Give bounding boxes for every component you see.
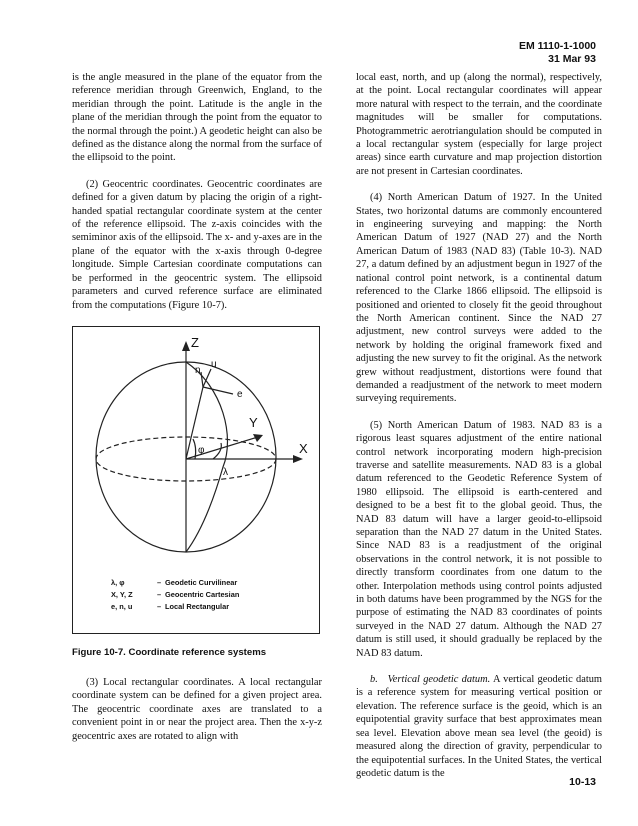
subsection-text: A vertical geodetic datum is a reference system for measuring vertical position or elevation. The reference surface is the geoid, which is an equipotential gravity surface that best approximates mean sea level. Elevation above mean sea level (the geoid) is measured along the direction of gravity, perpendicular to the equipotential surfaces. In the United States, the vertical geodetic datum is the xyxy=(356,674,602,779)
page-number: 10-13 xyxy=(569,776,596,788)
legend-description-2: Geocentric Cartesian xyxy=(165,590,240,599)
phi-label: φ xyxy=(198,445,205,456)
lambda-arc xyxy=(213,443,221,459)
legend-dash-1: – xyxy=(157,578,162,587)
legend-description-3: Local Rectangular xyxy=(165,602,230,611)
left-column-bottom xyxy=(72,676,322,743)
figure-caption: Figure 10-7. Coordinate reference systems xyxy=(72,647,267,658)
legend-symbols-2: X, Y, Z xyxy=(111,590,133,599)
right-paragraph-4 xyxy=(356,673,602,780)
legend-symbols-1: λ, φ xyxy=(111,578,125,587)
legend-dash-3: – xyxy=(157,602,162,611)
z-arrowhead xyxy=(182,341,190,351)
lambda-label: λ xyxy=(223,467,228,478)
left-column xyxy=(72,71,322,312)
y-axis-label: Y xyxy=(249,415,258,430)
subsection-label: b. xyxy=(370,674,378,686)
left-paragraph-3: (3) Local rectangular coordinates. A local rectangular coordinate system can be defined for a given project area. The geocentric coordinate axes are translated to a convenient point in or near the project area. Then the x-y-z geocentric axes are rotated to align with xyxy=(72,677,322,742)
u-label: u xyxy=(211,359,217,370)
x-arrowhead xyxy=(293,455,303,463)
legend-symbols-3: e, n, u xyxy=(111,602,133,611)
east-vector xyxy=(203,387,233,394)
left-paragraph-2: (2) Geocentric coordinates. Geocentric coordinates are defined for a given datum by placing the origin of a right-handed spatial rectangular coordinate system at the center of the reference ellipsoid. The z-axis coincides with the semiminor axis of the ellipsoid. The x- and y-axes are in the plane of the equator with the x-axis through 0-degree longitude. Simple Cartesian coordinate computations can be performed in the geocentric system. The ellipsoid parameters and curved reference surface are eliminated from the computations (Figure 10-7). xyxy=(72,178,322,311)
y-axis xyxy=(186,437,258,459)
e-label: e xyxy=(237,389,243,400)
right-column xyxy=(356,71,602,780)
right-paragraph-1: local east, north, and up (along the normal), respectively, at the point. Local rectangular coordinates will appear more natural with respect to the terrain, and the coordinate magnitudes will be smaller for computations. Photogrammetric aerotriangulation should be computed in a local rectangular system (especially for large project areas) since earth curvature and map projection distortion are not present in Cartesian coordinates. xyxy=(356,72,602,177)
z-axis-label: Z xyxy=(191,335,199,350)
coordinate-diagram xyxy=(73,327,319,633)
right-paragraph-2: (4) North American Datum of 1927. In the United States, two horizontal datums are commonly encountered in engineering surveying and mapping: the North American Datum of 1927 (NAD 27) and the North American Datum of 1983 (NAD 83) (Table 10-3). NAD 27, a datum defined by an adjustment begun in 1927 of the national control point network, is a continental datum referenced to the Clarke 1866 ellipsoid. The ellipsoid is positioned and oriented to closely fit the geoid throughout the North American continent. Since the NAD 27 adjustment, new control surveys were added to the network by holding the original framework fixed and adjusting the new survey to fit the original. As the network grew without readjustment, distortions were found that demanded a readjustment of the network to meet modern surveying requirements. xyxy=(356,192,602,405)
legend-description-1: Geodetic Curvilinear xyxy=(165,578,238,587)
north-vector xyxy=(201,372,203,387)
figure-coordinate-systems xyxy=(72,326,320,634)
document-id: EM 1110-1-1000 xyxy=(518,40,596,52)
left-paragraph-1: is the angle measured in the plane of the equator from the reference meridian through Greenwich, England, to the meridian through the point. Latitude is the angle in the plane of the meridian through the point from the equator to the normal through the point.) A geodetic height can also be defined as the distance along the normal from the surface of the ellipsoid to the point. xyxy=(72,72,322,164)
subsection-title: Vertical geodetic datum. xyxy=(387,674,491,686)
n-label: n xyxy=(195,365,201,376)
document-date: 31 Mar 93 xyxy=(548,53,596,65)
x-axis-label: X xyxy=(299,441,308,456)
legend-dash-2: – xyxy=(157,590,162,599)
right-paragraph-3: (5) North American Datum of 1983. NAD 83 is a rigorous least squares adjustment of the entire national control network incorporating modern high-precision traverse and satellite measurements. NAD 83 is a global datum referenced to the Geodetic Reference System of 1980 ellipsoid. The ellipsoid is earth-centered and designed to be a best fit to the global geoid. Thus, the NAD 83 datum will have a larger geoid-to-ellipsoid separation than the NAD 27 datum in the United States. Since NAD 83 is a readjustment of the original observations in the control network, it is not possible to directly transform coordinates from one datum to the other. Interpolation methods using control points adjusted in both datums have been programmed by the NGS for the purpose of estimating the NAD 83 coordinates of points surveyed in the NAD 27 datum. Although the NAD 27 datum is still used, it should gradually be replaced by the NAD 83 datum. xyxy=(356,419,602,659)
